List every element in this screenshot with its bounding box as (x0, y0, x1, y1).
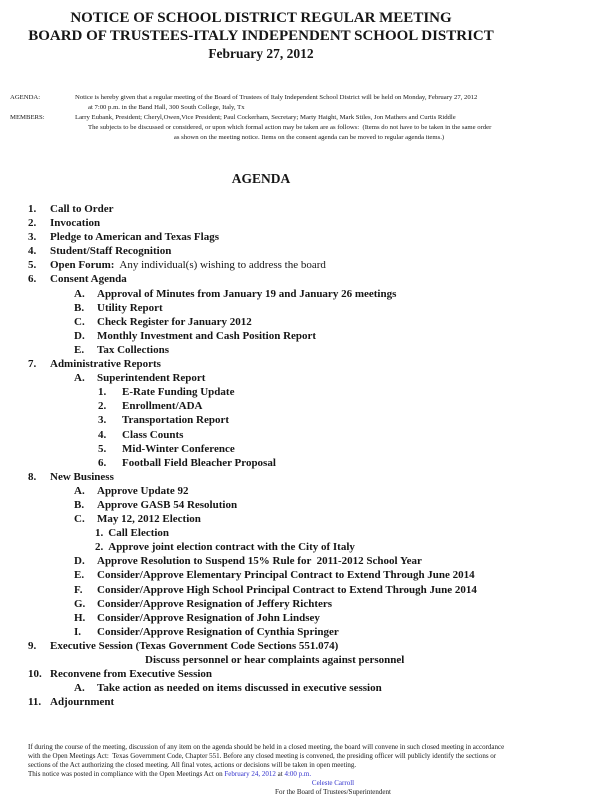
item-marker: 6. (28, 273, 37, 286)
item-text (97, 498, 237, 512)
item-text-bold: Call to Order (50, 203, 114, 215)
signature-name-link[interactable]: Celeste Carroll (311, 779, 355, 788)
document-header (0, 0, 522, 63)
notice-line-2: at 7:00 p.m. in the Band Hall, 300 South College, Italy, Tx (88, 104, 245, 111)
item-marker: B. (74, 301, 85, 314)
agenda-item (0, 597, 602, 611)
agenda-item (0, 301, 602, 315)
item-text (122, 428, 183, 442)
agenda-item (0, 244, 602, 258)
item-text-bold: May 12, 2012 Election (97, 513, 201, 526)
agenda-item (0, 357, 602, 371)
item-text (97, 597, 332, 611)
agenda-label: AGENDA: (10, 94, 41, 101)
item-marker: A. (74, 484, 85, 497)
item-marker: 2. (95, 541, 104, 554)
item-text (122, 456, 276, 470)
item-marker: E. (74, 343, 85, 356)
item-text (50, 639, 338, 653)
members-label: MEMBERS: (10, 114, 45, 121)
item-text (97, 583, 477, 597)
item-text-bold: Executive Session (Texas Government Code Sections 551.074) (50, 639, 339, 652)
item-marker: C. (74, 315, 85, 328)
agenda-item (0, 653, 602, 667)
item-text-bold: Approve Resolution to Suspend 15% Rule for 2011-2012 School Year (97, 555, 422, 568)
posted-mid: at (275, 770, 285, 779)
item-marker: 1. (95, 527, 104, 540)
item-text-bold: Approval of Minutes from January 19 and January 26 meetings (97, 287, 397, 300)
item-text (97, 287, 396, 301)
item-text (50, 695, 114, 709)
item-text-bold: Mid-Winter Conference (122, 442, 235, 455)
item-text (97, 371, 205, 385)
fine-print-line-3: sections of the Act authorizing the closed meeting. All final votes, actions or decisions will be taken in open meeting. (28, 761, 357, 770)
posted-date-link[interactable]: February 24, 2012 (224, 770, 276, 779)
agenda-item (0, 371, 602, 385)
item-marker: E. (74, 569, 85, 582)
item-text (97, 625, 339, 639)
posted-time-link[interactable]: 4:00 p.m. (284, 770, 312, 779)
item-marker: I. (74, 625, 82, 638)
agenda-item (0, 315, 602, 329)
meeting-date: February 27, 2012 (208, 46, 314, 61)
document-footer (0, 743, 602, 797)
item-text-bold: Approve GASB 54 Resolution (97, 498, 238, 511)
agenda-item (0, 428, 602, 442)
item-text-bold: Consider/Approve Resignation of Jeffery Richters (97, 597, 333, 610)
item-text-bold: Student/Staff Recognition (50, 245, 172, 258)
item-text-bold: Approve Update 92 (97, 484, 189, 497)
agenda-item (0, 498, 602, 512)
item-marker: H. (74, 611, 86, 624)
item-text (97, 484, 188, 498)
agenda-item (0, 470, 602, 484)
item-text (145, 653, 404, 667)
item-marker: B. (74, 498, 85, 511)
item-marker: 2. (28, 217, 37, 230)
item-text (97, 568, 475, 582)
item-marker: 4. (98, 428, 107, 441)
item-text (97, 611, 320, 625)
item-text (122, 385, 234, 399)
agenda-item (0, 554, 602, 568)
item-text (97, 301, 163, 315)
item-text (97, 554, 422, 568)
members-row (0, 113, 602, 143)
agenda-item (0, 639, 602, 653)
item-marker: 6. (98, 456, 107, 469)
signature-role: For the Board of Trustees/Superintendent (275, 788, 391, 797)
agenda-item (0, 568, 602, 582)
item-text (50, 230, 219, 244)
agenda-item (0, 202, 602, 216)
item-text (108, 526, 169, 540)
item-text-bold: Monthly Investment and Cash Position Report (97, 329, 317, 342)
item-text (97, 681, 382, 695)
item-marker: A. (74, 372, 85, 385)
agenda-item (0, 287, 602, 301)
agenda-item (0, 385, 602, 399)
item-marker: 3. (28, 231, 37, 244)
item-text (50, 470, 114, 484)
item-text-bold: Utility Report (97, 301, 163, 314)
item-marker: 1. (28, 203, 37, 215)
item-marker: 11. (28, 696, 42, 709)
agenda-item (0, 512, 602, 526)
item-text-bold: Call Election (108, 527, 170, 540)
item-text (108, 540, 355, 554)
item-text-bold: Consider/Approve High School Principal Contract to Extend Through June 2014 (97, 583, 477, 596)
item-marker: A. (74, 682, 85, 695)
item-marker: 5. (98, 442, 107, 455)
item-text-bold: Discuss personnel or hear complaints against personnel (145, 654, 405, 666)
item-text-bold: Class Counts (122, 428, 184, 441)
item-marker: D. (74, 555, 85, 568)
item-text-normal: Any individual(s) wishing to address the board (114, 259, 326, 272)
agenda-item (0, 272, 602, 286)
agenda-list (0, 202, 602, 709)
item-text-bold: Take action as needed on items discussed in executive session (97, 682, 382, 695)
members-line-3: as shown on the meeting notice. Items on the consent agenda can be moved to regular agenda items.) (173, 134, 445, 141)
item-marker: 9. (28, 639, 37, 652)
fine-print-line-1: If during the course of the meeting, discussion of any item on the agenda should be held in a closed meeting, the board will convene in such closed meeting in accordance (28, 743, 505, 752)
item-marker: 2. (98, 400, 107, 413)
item-marker: 5. (28, 259, 37, 272)
agenda-item (0, 343, 602, 357)
item-marker: D. (74, 329, 85, 342)
item-marker: 10. (28, 668, 42, 681)
agenda-item (0, 456, 602, 470)
item-text-bold: E-Rate Funding Update (122, 386, 235, 399)
item-text-bold: Tax Collections (97, 343, 170, 356)
agenda-item (0, 681, 602, 695)
fine-print-line-2: with the Open Meetings Act: Texas Government Code, Chapter 551. Before any closed meeting is convened, the presiding officer will publicly identify the sections or (28, 752, 497, 761)
members-line-1: Larry Eubank, President; Cheryl,Owen,Vice President; Paul Cockerham, Secretary; Marty Haight, Mark Stiles, Jon Mathers and Curtis Riddle (75, 114, 456, 121)
item-text (97, 315, 252, 329)
item-text-bold: New Business (50, 470, 114, 483)
agenda-item (0, 329, 602, 343)
item-text-bold: Open Forum: (50, 259, 115, 272)
item-text-bold: Consider/Approve Resignation of John Lindsey (97, 611, 320, 624)
members-text (75, 113, 543, 143)
agenda-notice-row (0, 93, 602, 113)
agenda-item (0, 216, 602, 230)
item-text (50, 216, 100, 230)
item-text-bold: Pledge to American and Texas Flags (50, 231, 219, 244)
members-line-2: The subjects to be discussed or considered, or upon which formal action may be taken are as follows: (Items do not have to be taken in the same order (88, 124, 492, 131)
notice-info-block (0, 93, 602, 143)
item-marker: 7. (28, 358, 37, 371)
posted-prefix: This notice was posted in compliance with the Open Meetings Act on (28, 770, 225, 779)
item-marker: F. (74, 583, 83, 596)
item-text-bold: Check Register for January 2012 (97, 315, 252, 328)
item-text-bold: Invocation (50, 217, 101, 230)
agenda-item (0, 442, 602, 456)
posted-line (28, 770, 311, 778)
item-marker: 3. (98, 414, 107, 427)
agenda-item (0, 695, 602, 709)
item-text-bold: Consider/Approve Elementary Principal Contract to Extend Through June 2014 (97, 569, 475, 582)
agenda-item (0, 667, 602, 681)
item-text-bold: Consider/Approve Resignation of Cynthia Springer (97, 625, 339, 638)
item-text-bold: Consent Agenda (50, 273, 127, 286)
item-marker: 1. (98, 386, 107, 399)
item-text (97, 343, 169, 357)
signature-block (68, 779, 598, 797)
item-text-bold: Football Field Bleacher Proposal (122, 456, 276, 469)
item-text (122, 442, 235, 456)
item-text-bold: Reconvene from Executive Session (50, 668, 213, 681)
item-text (97, 512, 201, 526)
agenda-item (0, 540, 602, 554)
title-line-1: NOTICE OF SCHOOL DISTRICT REGULAR MEETING (70, 10, 452, 26)
agenda-item (0, 611, 602, 625)
title-line-2: BOARD OF TRUSTEES-ITALY INDEPENDENT SCHOOL DISTRICT (28, 28, 494, 44)
notice-line-1: Notice is hereby given that a regular meeting of the Board of Trustees of Italy Independent School District will be held on Monday, February 27, 2012 (75, 94, 478, 101)
item-marker: 8. (28, 470, 37, 483)
item-text (50, 272, 127, 286)
item-marker: A. (74, 287, 85, 300)
agenda-item (0, 583, 602, 597)
item-text (97, 329, 316, 343)
item-text-bold: Enrollment/ADA (122, 400, 203, 413)
agenda-item (0, 484, 602, 498)
agenda-item (0, 413, 602, 427)
item-text (50, 258, 326, 272)
agenda-item (0, 399, 602, 413)
item-marker: C. (74, 513, 85, 526)
agenda-notice-text (75, 93, 543, 113)
item-text (122, 399, 202, 413)
item-text-bold: Administrative Reports (50, 358, 161, 371)
agenda-heading: AGENDA (231, 171, 291, 186)
item-marker: 4. (28, 245, 37, 258)
item-marker: G. (74, 597, 86, 610)
item-text (50, 667, 212, 681)
item-text (122, 413, 229, 427)
item-text (50, 357, 161, 371)
item-text-bold: Superintendent Report (97, 372, 206, 385)
item-text-bold: Transportation Report (122, 414, 230, 427)
agenda-item (0, 230, 602, 244)
agenda-item (0, 526, 602, 540)
item-text (50, 244, 171, 258)
item-text-bold: Approve joint election contract with the City of Italy (108, 541, 355, 554)
item-text (50, 202, 114, 216)
agenda-item (0, 258, 602, 272)
agenda-item (0, 625, 602, 639)
closed-meeting-paragraph (28, 743, 602, 779)
item-text-bold: Adjournment (50, 696, 115, 709)
